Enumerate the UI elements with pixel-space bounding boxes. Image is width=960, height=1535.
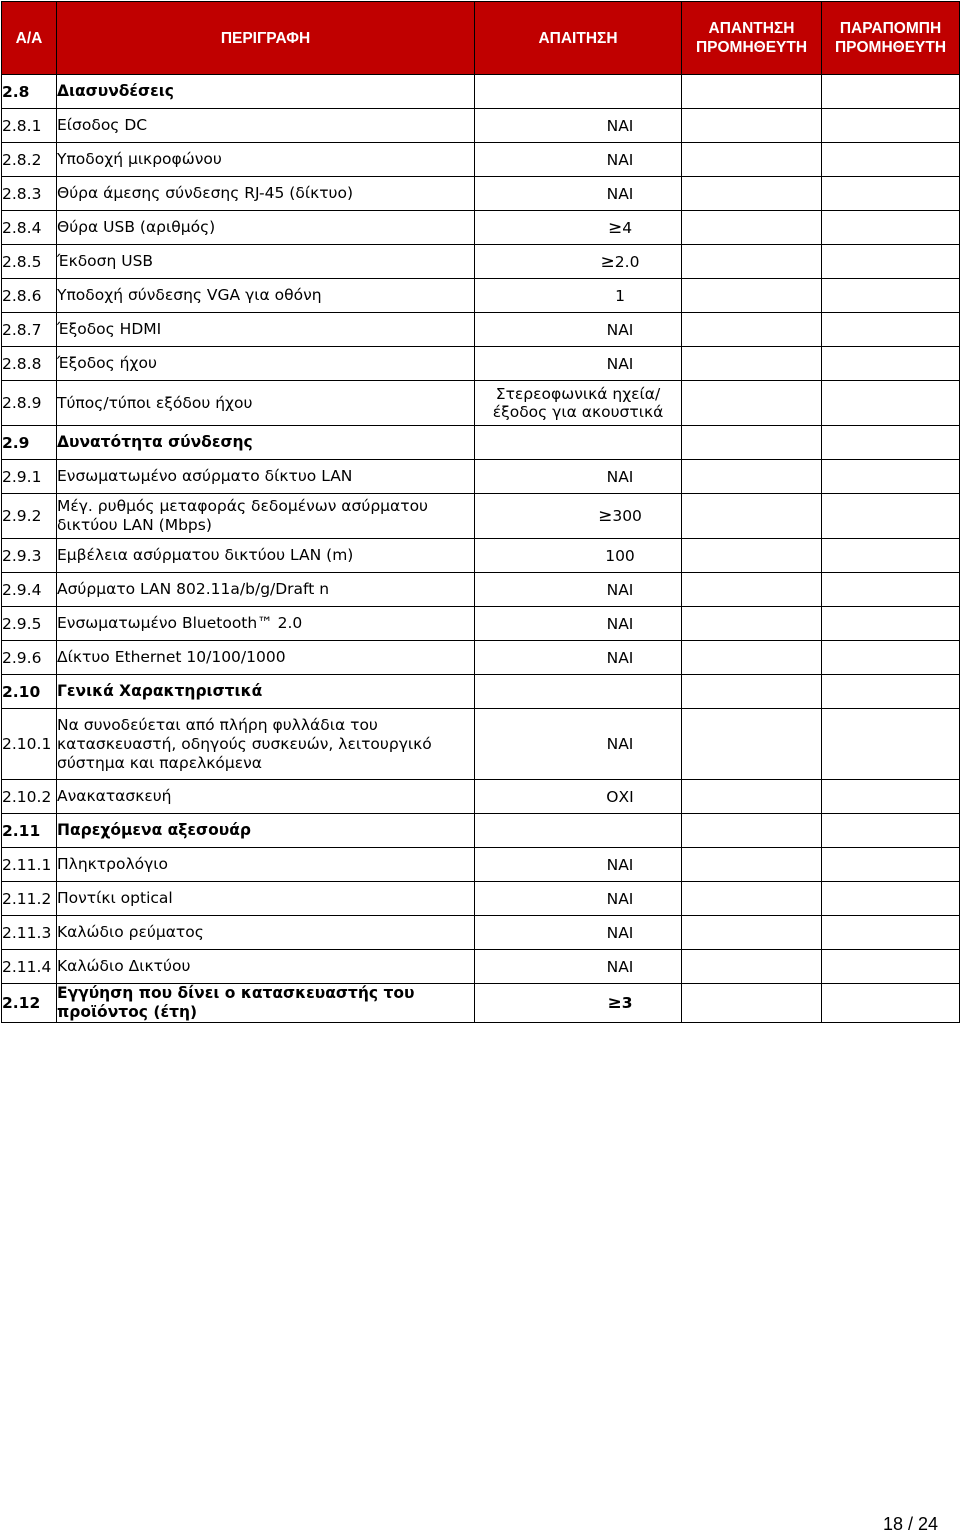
- row-description: Υποδοχή σύνδεσης VGA για οθόνη: [57, 279, 475, 313]
- requirement-value: ΝΑΙ: [606, 648, 634, 667]
- header-description: ΠΕΡΙΓΡΑΦΗ: [57, 2, 475, 75]
- supplier-response-cell[interactable]: [682, 494, 822, 539]
- row-description: Δυνατότητα σύνδεσης: [57, 426, 475, 460]
- row-requirement: [475, 279, 682, 313]
- row-description: Ασύρματο LAN 802.11a/b/g/Draft n: [57, 573, 475, 607]
- requirement-value: 100: [605, 546, 635, 565]
- requirement-value: ΝΑΙ: [606, 467, 634, 486]
- requirement-value: ΟΧΙ: [606, 787, 634, 806]
- row-description: Πληκτρολόγιο: [57, 848, 475, 882]
- page-number: 18 / 24: [882, 1514, 938, 1534]
- supplier-reference-cell[interactable]: [822, 211, 960, 245]
- row-number: 2.11.1: [2, 848, 57, 882]
- supplier-response-cell[interactable]: [682, 245, 822, 279]
- row-description: Παρεχόμενα αξεσουάρ: [57, 814, 475, 848]
- supplier-reference-cell[interactable]: [822, 279, 960, 313]
- row-description: Έξοδος HDMI: [57, 313, 475, 347]
- table-body: [2, 75, 960, 1023]
- supplier-reference-cell[interactable]: [822, 882, 960, 916]
- supplier-reference-cell[interactable]: [822, 75, 960, 109]
- supplier-response-cell[interactable]: [682, 75, 822, 109]
- supplier-response-cell[interactable]: [682, 211, 822, 245]
- row-requirement: [475, 177, 682, 211]
- supplier-response-cell[interactable]: [682, 641, 822, 675]
- row-requirement: [475, 675, 682, 709]
- row-requirement: [475, 211, 682, 245]
- greater-equal-symbol: ≥: [600, 251, 615, 272]
- requirement-value: 300: [612, 507, 642, 525]
- row-requirement: [475, 426, 682, 460]
- supplier-reference-cell[interactable]: [822, 780, 960, 814]
- row-number: 2.12: [2, 984, 57, 1023]
- requirement-value: ΝΑΙ: [606, 184, 634, 203]
- row-description: Εμβέλεια ασύρματου δικτύου LAN (m): [57, 539, 475, 573]
- table-row: [2, 641, 960, 675]
- row-number: 2.9.3: [2, 539, 57, 573]
- supplier-response-cell[interactable]: [682, 950, 822, 984]
- row-requirement: [475, 882, 682, 916]
- row-requirement: [475, 143, 682, 177]
- supplier-response-cell[interactable]: [682, 539, 822, 573]
- row-number: 2.9.4: [2, 573, 57, 607]
- requirement-value: ΝΑΙ: [606, 889, 634, 908]
- requirement-value: 4: [622, 218, 633, 237]
- supplier-reference-cell[interactable]: [822, 494, 960, 539]
- row-number: 2.9.2: [2, 494, 57, 539]
- requirement-value: ΝΑΙ: [606, 150, 634, 169]
- section-row: [2, 814, 960, 848]
- supplier-reference-cell[interactable]: [822, 675, 960, 709]
- row-requirement: [475, 109, 682, 143]
- supplier-response-cell[interactable]: [682, 109, 822, 143]
- row-requirement: [475, 848, 682, 882]
- row-requirement: [475, 641, 682, 675]
- table-row: [2, 143, 960, 177]
- row-requirement: [475, 709, 682, 780]
- requirement-value: ΝΑΙ: [606, 735, 634, 753]
- row-number: 2.11: [2, 814, 57, 848]
- row-requirement: [475, 539, 682, 573]
- supplier-reference-cell[interactable]: [822, 916, 960, 950]
- row-number: 2.9.6: [2, 641, 57, 675]
- row-requirement: [475, 460, 682, 494]
- supplier-reference-cell[interactable]: [822, 814, 960, 848]
- supplier-response-cell[interactable]: [682, 780, 822, 814]
- table-row: [2, 882, 960, 916]
- requirement-value: ΝΑΙ: [606, 116, 634, 135]
- table-row: [2, 177, 960, 211]
- supplier-response-cell[interactable]: [682, 984, 822, 1023]
- supplier-response-cell[interactable]: [682, 675, 822, 709]
- requirement-value: ΝΑΙ: [606, 923, 634, 942]
- row-description: Ενσωματωμένο Bluetooth™ 2.0: [57, 607, 475, 641]
- row-number: 2.9.5: [2, 607, 57, 641]
- table-row: [2, 279, 960, 313]
- requirement-value: ΝΑΙ: [606, 614, 634, 633]
- supplier-response-cell[interactable]: [682, 381, 822, 426]
- header-supplier-reference: ΠΑΡΑΠΟΜΠΗ ΠΡΟΜΗΘΕΥΤΗ: [822, 2, 960, 75]
- row-description: Τύπος/τύποι εξόδου ήχου: [57, 381, 475, 426]
- requirement-value: ΝΑΙ: [606, 580, 634, 599]
- table-row: [2, 950, 960, 984]
- supplier-reference-cell[interactable]: [822, 109, 960, 143]
- requirement-value: ΝΑΙ: [606, 320, 634, 339]
- section-row: [2, 984, 960, 1023]
- table-row: [2, 211, 960, 245]
- requirement-value: 1: [615, 286, 625, 305]
- supplier-reference-cell[interactable]: [822, 313, 960, 347]
- row-number: 2.11.3: [2, 916, 57, 950]
- table-row: [2, 313, 960, 347]
- row-number: 2.8.9: [2, 381, 57, 426]
- header-requirement: ΑΠΑΙΤΗΣΗ: [475, 2, 682, 75]
- row-requirement: [475, 950, 682, 984]
- row-number: 2.10.2: [2, 780, 57, 814]
- supplier-reference-cell[interactable]: [822, 245, 960, 279]
- row-number: 2.8.7: [2, 313, 57, 347]
- header-supplier-response: ΑΠΑΝΤΗΣΗ ΠΡΟΜΗΘΕΥΤΗ: [682, 2, 822, 75]
- row-description: Ενσωματωμένο ασύρματο δίκτυο LAN: [57, 460, 475, 494]
- requirement-value: 3: [621, 994, 633, 1012]
- supplier-reference-cell[interactable]: [822, 984, 960, 1023]
- row-description: Καλώδιο Δικτύου: [57, 950, 475, 984]
- row-description: Ποντίκι optical: [57, 882, 475, 916]
- greater-equal-symbol: ≥: [607, 993, 622, 1013]
- supplier-response-cell[interactable]: [682, 177, 822, 211]
- supplier-reference-cell[interactable]: [822, 573, 960, 607]
- table-row: [2, 460, 960, 494]
- table-row: [2, 573, 960, 607]
- greater-equal-symbol: ≥: [598, 506, 613, 526]
- supplier-response-cell[interactable]: [682, 143, 822, 177]
- row-requirement: [475, 984, 682, 1023]
- row-number: 2.8.3: [2, 177, 57, 211]
- table-header-row: [2, 2, 960, 75]
- row-description: Θύρα USB (αριθμός): [57, 211, 475, 245]
- row-description: Δίκτυο Ethernet 10/100/1000: [57, 641, 475, 675]
- row-number: 2.11.2: [2, 882, 57, 916]
- supplier-reference-cell[interactable]: [822, 460, 960, 494]
- supplier-response-cell[interactable]: [682, 426, 822, 460]
- row-requirement: [475, 347, 682, 381]
- supplier-response-cell[interactable]: [682, 814, 822, 848]
- row-requirement: [475, 245, 682, 279]
- supplier-response-cell[interactable]: [682, 573, 822, 607]
- supplier-response-cell[interactable]: [682, 882, 822, 916]
- requirement-value: 2.0: [614, 252, 640, 271]
- supplier-response-cell[interactable]: [682, 347, 822, 381]
- table-row: [2, 916, 960, 950]
- row-requirement: [475, 313, 682, 347]
- row-requirement: [475, 75, 682, 109]
- specification-table: [1, 1, 960, 1023]
- row-description: Θύρα άμεσης σύνδεσης RJ-45 (δίκτυο): [57, 177, 475, 211]
- row-description: Είσοδος DC: [57, 109, 475, 143]
- row-number: 2.10: [2, 675, 57, 709]
- supplier-reference-cell[interactable]: [822, 426, 960, 460]
- row-number: 2.8.5: [2, 245, 57, 279]
- row-number: 2.8.2: [2, 143, 57, 177]
- header-aa: Α/Α: [2, 2, 57, 75]
- supplier-response-cell[interactable]: [682, 709, 822, 780]
- row-requirement: [475, 381, 682, 426]
- supplier-response-cell[interactable]: [682, 313, 822, 347]
- supplier-response-cell[interactable]: [682, 607, 822, 641]
- row-description: Εγγύηση που δίνει ο κατασκευαστής του προϊόντος (έτη): [57, 984, 475, 1023]
- table-row: [2, 780, 960, 814]
- row-description: Μέγ. ρυθμός μεταφοράς δεδομένων ασύρματου δικτύου LAN (Mbps): [57, 494, 475, 539]
- requirement-value: ΝΑΙ: [606, 957, 634, 976]
- requirement-value: ΝΑΙ: [606, 354, 634, 373]
- table-row: [2, 494, 960, 539]
- supplier-reference-cell[interactable]: [822, 347, 960, 381]
- table-row: [2, 109, 960, 143]
- table-row: [2, 848, 960, 882]
- table-row: [2, 709, 960, 780]
- row-description: Διασυνδέσεις: [57, 75, 475, 109]
- row-description: Να συνοδεύεται από πλήρη φυλλάδια του κατασκευαστή, οδηγούς συσκευών, λειτουργικό σύστημα και παρελκόμενα: [57, 709, 475, 780]
- row-requirement: [475, 814, 682, 848]
- row-number: 2.9: [2, 426, 57, 460]
- row-description: Ανακατασκευή: [57, 780, 475, 814]
- row-requirement: [475, 780, 682, 814]
- supplier-reference-cell[interactable]: [822, 607, 960, 641]
- greater-equal-symbol: ≥: [607, 217, 623, 238]
- supplier-response-cell[interactable]: [682, 916, 822, 950]
- row-number: 2.8.8: [2, 347, 57, 381]
- table-row: [2, 245, 960, 279]
- table-row: [2, 607, 960, 641]
- row-description: Γενικά Χαρακτηριστικά: [57, 675, 475, 709]
- row-description: Καλώδιο ρεύματος: [57, 916, 475, 950]
- row-description: Έκδοση USB: [57, 245, 475, 279]
- row-description: Έξοδος ήχου: [57, 347, 475, 381]
- row-number: 2.8.1: [2, 109, 57, 143]
- table-row: [2, 539, 960, 573]
- requirement-value: Στερεοφωνικά ηχεία/έξοδος για ακουστικά: [492, 385, 664, 421]
- requirement-value: ΝΑΙ: [606, 855, 634, 874]
- supplier-response-cell[interactable]: [682, 279, 822, 313]
- supplier-reference-cell[interactable]: [822, 709, 960, 780]
- supplier-reference-cell[interactable]: [822, 848, 960, 882]
- row-number: 2.8: [2, 75, 57, 109]
- row-number: 2.10.1: [2, 709, 57, 780]
- row-description: Υποδοχή μικροφώνου: [57, 143, 475, 177]
- section-row: [2, 75, 960, 109]
- row-requirement: [475, 607, 682, 641]
- supplier-reference-cell[interactable]: [822, 641, 960, 675]
- supplier-reference-cell[interactable]: [822, 381, 960, 426]
- supplier-reference-cell[interactable]: [822, 539, 960, 573]
- row-requirement: [475, 573, 682, 607]
- section-row: [2, 426, 960, 460]
- section-row: [2, 675, 960, 709]
- supplier-reference-cell[interactable]: [822, 143, 960, 177]
- row-requirement: [475, 494, 682, 539]
- supplier-reference-cell[interactable]: [822, 177, 960, 211]
- supplier-response-cell[interactable]: [682, 848, 822, 882]
- row-number: 2.8.4: [2, 211, 57, 245]
- row-number: 2.8.6: [2, 279, 57, 313]
- row-requirement: [475, 916, 682, 950]
- supplier-reference-cell[interactable]: [822, 950, 960, 984]
- supplier-response-cell[interactable]: [682, 460, 822, 494]
- table-row: [2, 381, 960, 426]
- table-row: [2, 347, 960, 381]
- row-number: 2.11.4: [2, 950, 57, 984]
- row-number: 2.9.1: [2, 460, 57, 494]
